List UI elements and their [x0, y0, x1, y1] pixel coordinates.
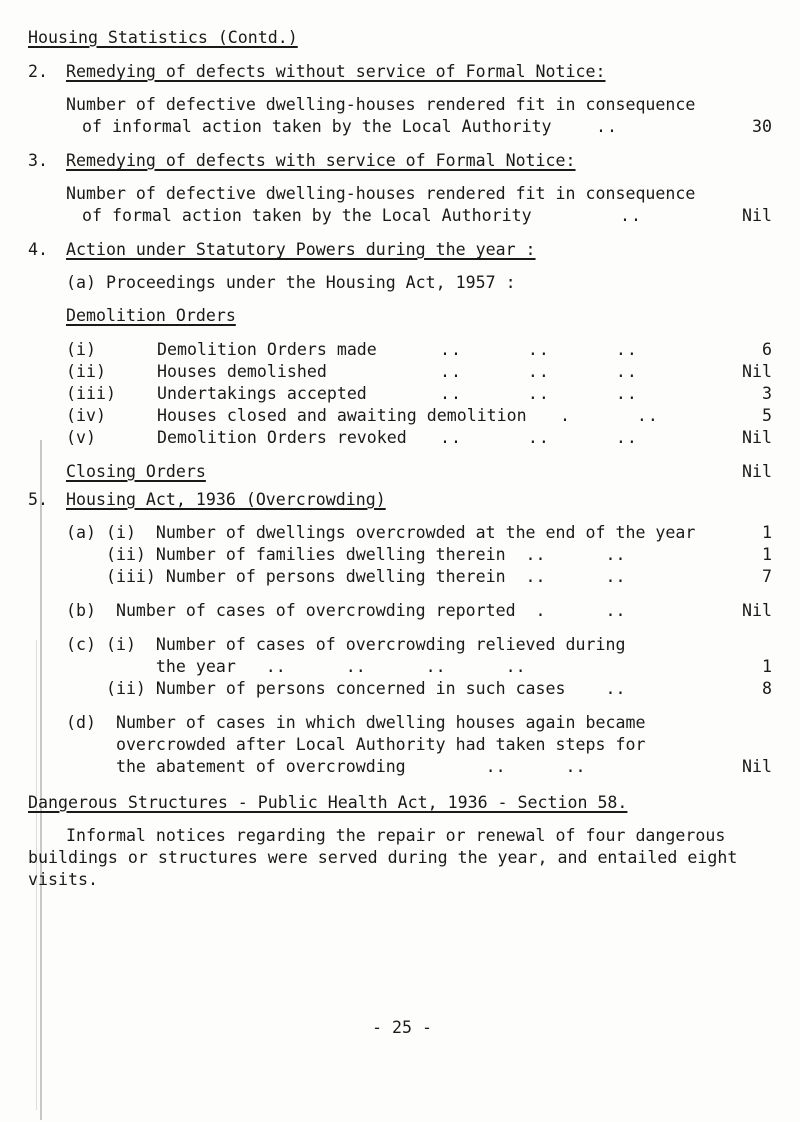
section-text: Number of defective dwelling-houses rendered fit in consequence [66, 184, 696, 203]
statistic-value: 7 [762, 567, 772, 586]
statistic-value: Nil [742, 757, 772, 776]
item-text: (d) Number of cases in which dwelling houses again became [66, 713, 646, 732]
section-number: 5. [28, 490, 48, 509]
statistic-value: 5 [762, 406, 772, 425]
section-number: 3. [28, 151, 48, 170]
subheading-demolition-orders: Demolition Orders [66, 306, 236, 325]
section-heading: Remedying of defects without service of Formal Notice: [66, 62, 606, 81]
section-number: 2. [28, 62, 48, 81]
item-text: (a) (i) Number of dwellings overcrowded at the end of the year [66, 523, 696, 542]
section-heading: Action under Statutory Powers during the year : [66, 240, 536, 259]
page-number: - 25 - [372, 1018, 432, 1037]
item-text: the abatement of overcrowding .. .. [66, 757, 586, 776]
item-text: (c) (i) Number of cases of overcrowding relieved during [66, 635, 626, 654]
item-label: (ii) [66, 362, 106, 381]
item-text: (ii) Number of persons concerned in such cases .. [66, 679, 626, 698]
statistic-value: 3 [762, 384, 772, 403]
paragraph-text: Informal notices regarding the repair or renewal of four dangerous [66, 826, 726, 845]
item-text: Demolition Orders revoked [157, 428, 407, 447]
item-text: (iii) Number of persons dwelling therein .. .. [66, 567, 626, 586]
item-label: (i) [66, 340, 96, 359]
section-text: of informal action taken by the Local Authority [82, 117, 552, 136]
statistic-value: Nil [742, 428, 772, 447]
leader-dots: .. .. .. [440, 362, 638, 381]
subsection-text: (a) Proceedings under the Housing Act, 1957 : [66, 273, 516, 292]
item-label: (v) [66, 428, 96, 447]
statistic-value: 1 [762, 657, 772, 676]
statistic-value: 30 [752, 117, 772, 136]
item-text: (ii) Number of families dwelling therein .. .. [66, 545, 626, 564]
statistic-value: Nil [742, 206, 772, 225]
item-label: (iii) [66, 384, 116, 403]
statistic-value: Nil [742, 362, 772, 381]
item-text: (b) Number of cases of overcrowding reported . .. [66, 601, 626, 620]
paragraph-text: visits. [28, 870, 98, 889]
item-text: overcrowded after Local Authority had taken steps for [66, 735, 646, 754]
page-title: Housing Statistics (Contd.) [28, 28, 298, 47]
leader-dots: .. [620, 206, 642, 225]
item-text: Houses closed and awaiting demolition [157, 406, 527, 425]
item-text: Houses demolished [157, 362, 327, 381]
section-heading: Housing Act, 1936 (Overcrowding) [66, 490, 386, 509]
leader-dots: .. [596, 117, 618, 136]
item-text: the year .. .. .. .. [66, 657, 526, 676]
statistic-value: 6 [762, 340, 772, 359]
section-number: 4. [28, 240, 48, 259]
leader-dots: .. .. .. [440, 384, 638, 403]
item-text: Demolition Orders made [157, 340, 377, 359]
subheading-closing-orders: Closing Orders [66, 462, 206, 481]
item-label: (iv) [66, 406, 106, 425]
statistic-value: 8 [762, 679, 772, 698]
section-text: Number of defective dwelling-houses rendered fit in consequence [66, 95, 696, 114]
statistic-value: Nil [742, 462, 772, 481]
section-heading: Remedying of defects with service of Formal Notice: [66, 151, 576, 170]
paragraph-text: buildings or structures were served during the year, and entailed eight [28, 848, 738, 867]
binding-edge-line [40, 440, 42, 1120]
leader-dots: . .. [560, 406, 659, 425]
item-text: Undertakings accepted [157, 384, 367, 403]
section-text: of formal action taken by the Local Authority [82, 206, 532, 225]
section-heading: Dangerous Structures - Public Health Act, 1936 - Section 58. [28, 793, 628, 812]
statistic-value: 1 [762, 545, 772, 564]
statistic-value: 1 [762, 523, 772, 542]
leader-dots: .. .. .. [440, 340, 638, 359]
leader-dots: .. .. .. [440, 428, 638, 447]
statistic-value: Nil [742, 601, 772, 620]
